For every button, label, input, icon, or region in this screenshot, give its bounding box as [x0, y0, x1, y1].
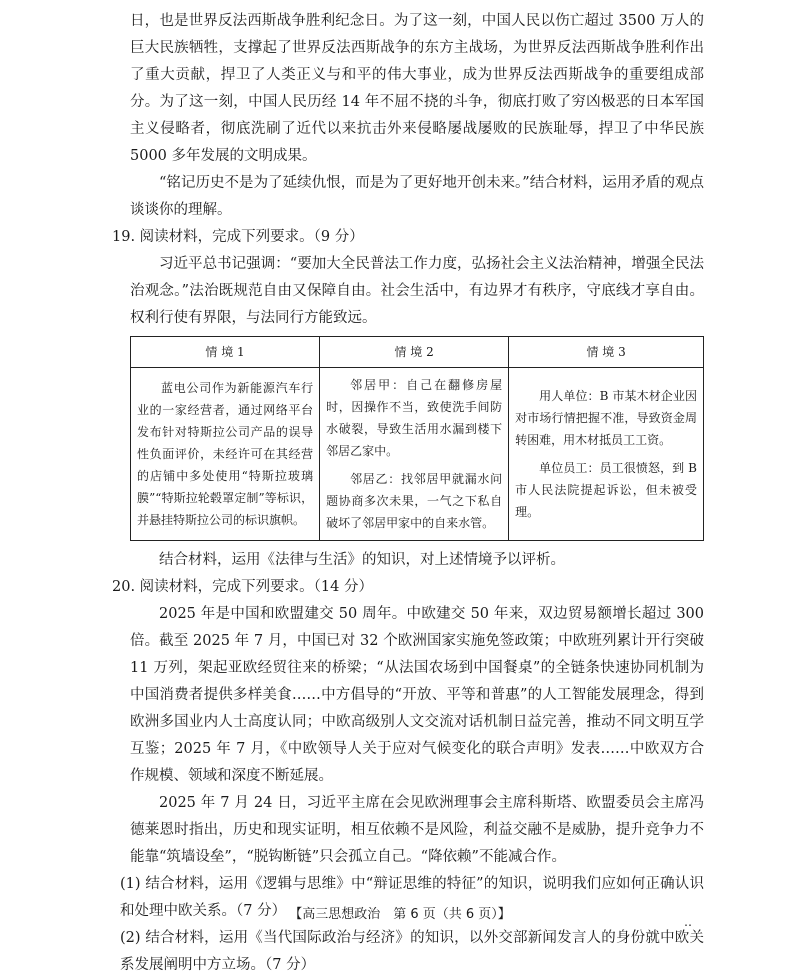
scenario-3-text-b: 单位员工：员工很愤怒，到 B 市人民法院提起诉讼，但未被受理。: [515, 461, 697, 519]
question-20-material-2: 2025 年 7 月 24 日，习近平主席在会见欧洲理事会主席科斯塔、欧盟委员会主席冯德莱恩时指出，历史和现实证明，相互依赖不是风险，利益交融不是威胁，提升竞争力不能靠“筑墙设垒”，“脱钩断链”只会孤立自己。“降依赖”不能减合作。: [130, 795, 704, 865]
table-header-row: [131, 337, 704, 368]
corner-mark: ‥: [683, 915, 692, 929]
table-header-2: 情 境 2: [320, 337, 509, 368]
question-20-sub-2: (2) 结合材料，运用《当代国际政治与经济》的知识，以外交部新闻发言人的身份就中欧关系发展阐明中方立场。（7 分）: [120, 930, 704, 973]
scenario-2-cell: [320, 368, 509, 541]
table-header-1: 情 境 1: [131, 337, 320, 368]
scenario-2-text-a: 邻居甲：自己在翻修房屋时，因操作不当，致使洗手间防水破裂，导致生活用水漏到楼下邻居乙家中。: [326, 378, 503, 458]
question-20-heading: 20. 阅读材料，完成下列要求。（14 分）: [112, 579, 373, 595]
table-header-3: 情 境 3: [509, 337, 704, 368]
scenario-1-text: 蓝电公司作为新能源汽车行业的一家经营者，通过网络平台发布针对特斯拉公司产品的误导性负面评价，未经许可在其经营的店铺中多处使用“特斯拉玻璃膜”“特斯拉轮毂罩定制”等标识，并悬挂特斯拉公司的标识旗帜。: [137, 381, 314, 527]
scenario-3-cell: [509, 368, 704, 541]
question-18-task: “铭记历史不是为了延续仇恨，而是为了更好地开创未来。”结合材料，运用矛盾的观点谈谈你的理解。: [130, 175, 704, 218]
scenario-3-text-a: 用人单位：B 市某木材企业因对市场行情把握不准，导致资金周转困难，用木材抵员工工资。: [515, 389, 697, 447]
question-19-task: 结合材料，运用《法律与生活》的知识，对上述情境予以评析。: [159, 552, 565, 568]
question-19-heading: 19. 阅读材料，完成下列要求。（9 分）: [112, 229, 364, 245]
scenario-1-cell: [131, 368, 320, 541]
question-19-intro: 习近平总书记强调：“要加大全民普法工作力度，弘扬社会主义法治精神，增强全民法治观念。”法治既规范自由又保障自由。社会生活中，有边界才有秩序，守底线才享自由。权利行使有界限，与法同行方能致远。: [130, 256, 704, 326]
scenario-table: [130, 336, 704, 541]
material-paragraph: 日，也是世界反法西斯战争胜利纪念日。为了这一刻，中国人民以伤亡超过 3500 万人的巨大民族牺牲，支撑起了世界反法西斯战争的东方主战场，为世界反法西斯战争胜利作出了重大贡献，捍卫了人类正义与和平的伟大事业，成为世界反法西斯战争的重要组成部分。为了这一刻，中国人民历经 14 年不屈不挠的斗争，彻底打败了穷凶极恶的日本军国主义侵略者，彻底洗刷了近代以来抗击外来侵略屡战屡败的民族耻辱，捍卫了中华民族 5000 多年发展的文明成果。: [130, 13, 704, 164]
question-20-material-1: 2025 年是中国和欧盟建交 50 周年。中欧建交 50 年来，双边贸易额增长超过 300 倍。截至 2025 年 7 月，中国已对 32 个欧洲国家实施免签政策；中欧班列累计开行突破 11 万列，架起亚欧经贸往来的桥梁；“从法国农场到中国餐桌”的全链条快速协同机制为中国消费者提供多样美食……中方倡导的“开放、平等和普惠”的人工智能发展理念，得到欧洲多国业内人士高度认同；中欧高级别人文交流对话机制日益完善，推动不同文明互学互鉴；2025 年 7 月，《中欧领导人关于应对气候变化的联合声明》发表……中欧双方合作规模、领域和深度不断延展。: [130, 606, 704, 784]
table-row: [131, 368, 704, 541]
question-20-sub-1: (1) 结合材料，运用《逻辑与思维》中“辩证思维的特征”的知识，说明我们应如何正确认识和处理中欧关系。（7 分）: [120, 876, 704, 919]
page-footer: 【高三思想政治 第 6 页（共 6 页）】: [289, 907, 511, 922]
scenario-2-text-b: 邻居乙：找邻居甲就漏水问题协商多次未果，一气之下私自破坏了邻居甲家中的自来水管。: [326, 472, 503, 530]
